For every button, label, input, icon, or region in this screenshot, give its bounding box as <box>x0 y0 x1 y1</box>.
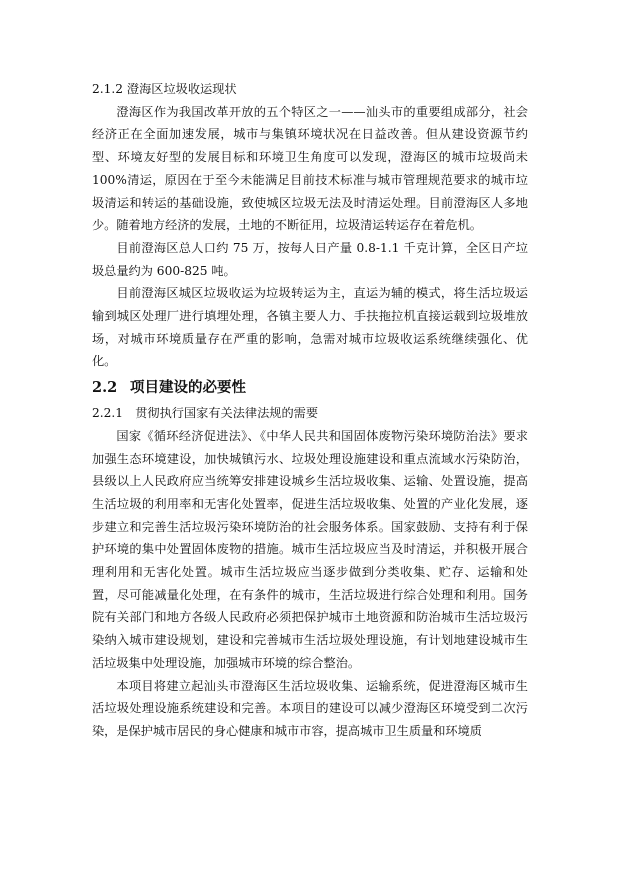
paragraph: 国家《循环经济促进法》、《中华人民共和国固体废物污染环境防治法》要求加强生态环境建设，加快城镇污水、垃圾处理设施建设和重点流域水污染防治，县级以上人民政府应当统筹安排建设城乡生活垃圾收集、运输、处置设施，提高生活垃圾的利用率和无害化处置率，促进生活垃圾收集、处置的产业化发展，逐步建立和完善生活垃圾污染环境防治的社会服务体系。国家鼓励、支持有利于保护环境的集中处置固体废物的措施。城市生活垃圾应当及时清运，并积极开展合理利用和无害化处置。城市生活垃圾应当逐步做到分类收集、贮存、运输和处置，尽可能减量化处理，在有条件的城市，生活垃圾进行综合处理和利用。国务院有关部门和地方各级人民政府必须把保护城市土地资源和防治城市生活垃圾污染纳入城市建设规划，建设和完善城市生活垃圾处理设施，有计划地建设城市生活垃圾集中处理设施，加强城市环境的综合整治。 <box>92 428 528 670</box>
section-heading-2-2-1: 2.2.1 贯彻执行国家有关法律法规的需要 <box>92 406 319 421</box>
paragraph: 目前澄海区城区垃圾收运为垃圾转运为主，直运为辅的模式，将生活垃圾运输到城区处理厂进行填埋处理，各镇主要人力、手扶拖拉机直接运载到垃圾堆放场，对城市环境质量存在严重的影响，急需对城市垃圾收运系统继续强化、优化。 <box>92 286 528 369</box>
paragraph: 目前澄海区总人口约 75 万，按每人日产量 0.8-1.1 千克计算，全区日产垃圾总量约为 600-825 吨。 <box>92 240 528 278</box>
section-title: 项目建设的必要性 <box>130 379 246 397</box>
document-body <box>92 78 528 743</box>
paragraph: 澄海区作为我国改革开放的五个特区之一——汕头市的重要组成部分，社会经济正在全面加速发展，城市与集镇环境状况在日益改善。但从建设资源节约型、环境友好型的发展目标和环境卫生角度可以发现，澄海区的城市垃圾尚未100%清运，原因在于至今未能满足目前技术标准与城市管理规范要求的城市垃圾清运和转运的基础设施，致使城区垃圾无法及时清运处理。目前澄海区人多地少。随着地方经济的发展，土地的不断征用，垃圾清运转运存在着危机。 <box>92 104 528 233</box>
section-heading-2-1-2: 2.1.2 澄海区垃圾收运现状 <box>92 82 237 96</box>
section-heading-2-2 <box>92 377 528 399</box>
section-number: 2.2 <box>92 379 118 397</box>
paragraph: 本项目将建立起汕头市澄海区生活垃圾收集、运输系统，促进澄海区城市生活垃圾处理设施系统建设和完善。本项目的建设可以减少澄海区环境受到二次污染，是保护城市居民的身心健康和城市市容，提高城市卫生质量和环境质 <box>92 678 528 738</box>
